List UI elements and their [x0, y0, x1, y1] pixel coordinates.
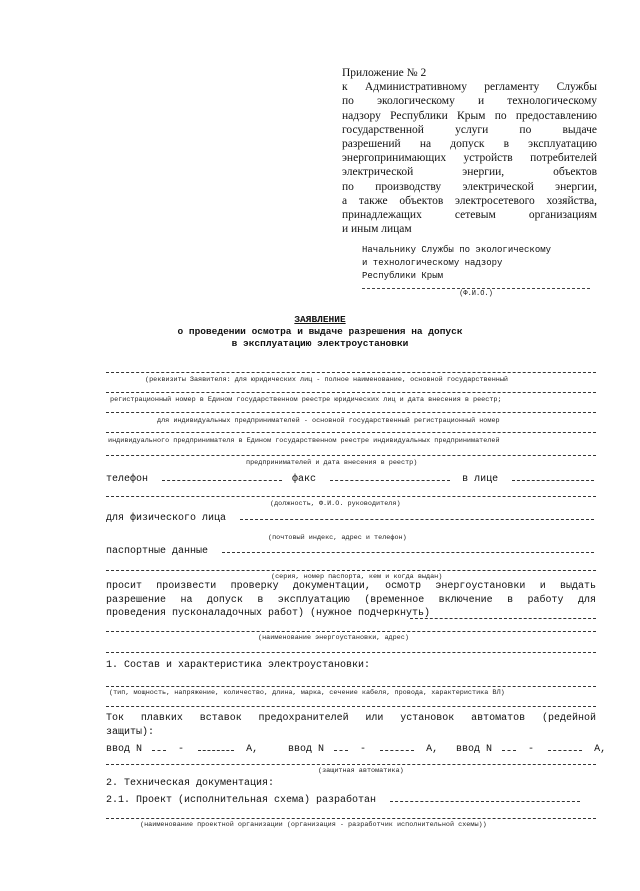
- input-number-field[interactable]: [152, 741, 166, 751]
- person-field[interactable]: [512, 471, 594, 481]
- current-field[interactable]: [198, 741, 234, 751]
- protection-field[interactable]: [106, 764, 596, 765]
- current-field[interactable]: [380, 741, 414, 751]
- title-heading: ЗАЯВЛЕНИЕ: [294, 314, 346, 325]
- equipment-field[interactable]: [106, 686, 596, 687]
- appendix-line: электрической энергии, объектов: [342, 166, 597, 179]
- request-line: разрешение на допуск в эксплуатацию (временное включение в работу для: [106, 594, 596, 606]
- appendix-line: к Административному регламенту Службы: [342, 81, 597, 94]
- appendix-line: энергопринимающих устройств потребителей: [342, 152, 597, 165]
- section-1-heading: 1. Состав и характеристика электроустановки:: [106, 660, 371, 671]
- passport-field-2[interactable]: [106, 570, 596, 571]
- appendix-line: по экологическому и технологическому: [342, 95, 597, 108]
- request-paragraph: [106, 580, 596, 621]
- designer-field-2[interactable]: [106, 818, 596, 819]
- passport-row: [106, 543, 594, 557]
- equipment-field-2[interactable]: [106, 706, 596, 707]
- fio-caption: (Ф.И.О.): [459, 290, 493, 298]
- phone-label: телефон: [106, 474, 149, 485]
- requisites-caption: регистрационный номер в Едином государственном реестре юридических лиц и дата внесения в реестр;: [110, 396, 502, 404]
- protection-caption: (защитная автоматика): [318, 767, 404, 775]
- requisites-caption: индивидуального предпринимателя в Едином государственном реестре индивидуальных предпринимателей: [108, 437, 500, 445]
- designer-field[interactable]: [390, 792, 580, 802]
- addressee-line: Начальнику Службы по экологическому: [362, 245, 552, 255]
- input-label: ввод N: [106, 744, 143, 755]
- input-1: [106, 741, 258, 755]
- request-field[interactable]: [410, 618, 596, 619]
- document-title: [100, 314, 540, 350]
- postal-caption: (почтовый индекс, адрес и телефон): [268, 534, 407, 542]
- fax-field[interactable]: [330, 471, 450, 481]
- phone-field[interactable]: [162, 471, 282, 481]
- designer-caption: (наименование проектной организации (организация - разработчик исполнительной схемы)): [140, 821, 487, 829]
- section-2-1-row: [106, 792, 580, 806]
- current-field[interactable]: [548, 741, 582, 751]
- appendix-line: разрешений на допуск в эксплуатацию: [342, 138, 597, 151]
- amp-label: А,: [594, 744, 607, 755]
- appendix-line: Приложение № 2: [342, 67, 427, 79]
- applicant-field[interactable]: [106, 392, 596, 393]
- input-label: ввод N: [288, 744, 325, 755]
- appendix-line: по производству электрической энергии,: [342, 180, 597, 193]
- requisites-caption: для индивидуальных предпринимателей - основной государственный регистрационный номер: [157, 417, 500, 425]
- section-2-1-label: 2.1. Проект (исполнительная схема) разработан: [106, 795, 377, 806]
- input-2: [288, 741, 438, 755]
- input-number-field[interactable]: [334, 741, 348, 751]
- individual-label: для физического лица: [106, 513, 227, 524]
- position-caption: (должность, Ф.И.О. руководителя): [270, 500, 401, 508]
- installation-field[interactable]: [106, 631, 596, 632]
- appendix-line: принадлежащих сетевым организациям: [342, 209, 597, 222]
- fuse-paragraph: [106, 712, 596, 739]
- request-line: проведения пусконаладочных работ) (нужное подчеркнуть): [106, 608, 431, 619]
- section-2-heading: 2. Техническая документация:: [106, 778, 275, 789]
- fio-field[interactable]: [362, 287, 590, 289]
- requisites-caption: (реквизиты Заявителя: для юридических лиц - полное наименование, основной государственный: [145, 376, 509, 384]
- requisites-caption: предпринимателей и дата внесения в реестр): [246, 459, 418, 467]
- amp-label: А,: [426, 744, 439, 755]
- title-line: в эксплуатацию электроустановки: [231, 338, 409, 349]
- passport-field[interactable]: [222, 543, 594, 553]
- applicant-field[interactable]: [106, 372, 596, 373]
- person-label: в лице: [462, 474, 499, 485]
- applicant-field[interactable]: [106, 432, 596, 433]
- appendix-block: [342, 66, 597, 236]
- fuse-line: Ток плавких вставок предохранителей или установок автоматов (редейной: [106, 713, 596, 724]
- passport-label: паспортные данные: [106, 546, 209, 557]
- individual-row: [106, 510, 594, 524]
- appendix-line: государственной услуги по выдаче: [342, 123, 597, 136]
- dash: -: [528, 744, 535, 755]
- fax-label: факс: [292, 474, 317, 485]
- applicant-field[interactable]: [106, 412, 596, 413]
- amp-label: А,: [246, 744, 259, 755]
- addressee-line: Республики Крым: [362, 271, 444, 281]
- fuse-line: защиты):: [106, 726, 155, 738]
- appendix-line: и иным лицам: [342, 223, 412, 236]
- applicant-field[interactable]: [106, 455, 596, 456]
- addressee-line: и технологическому надзору: [362, 258, 503, 268]
- addressee-block: [362, 244, 602, 283]
- input-number-field[interactable]: [502, 741, 516, 751]
- dash: -: [178, 744, 185, 755]
- input-label: ввод N: [456, 744, 493, 755]
- request-line: просит произвести проверку документации, осмотр энергоустановки и выдать: [106, 581, 596, 592]
- contact-row: [106, 471, 594, 485]
- passport-caption: (серия, номер паспорта, кем и когда выдан): [271, 573, 443, 581]
- position-field[interactable]: [106, 496, 596, 497]
- title-line: о проведении осмотра и выдаче разрешения на допуск: [177, 326, 463, 337]
- appendix-line: надзору Республики Крым по предоставлению: [342, 109, 597, 122]
- appendix-line: а также объектов электросетевого хозяйства,: [342, 194, 597, 207]
- input-3: [456, 741, 606, 755]
- installation-caption: (наименование энергоустановки, адрес): [258, 634, 409, 642]
- dash: -: [360, 744, 367, 755]
- equipment-caption: (тип, мощность, напряжение, количество, длина, марка, сечение кабеля, провода, характеристика ВЛ): [109, 689, 505, 697]
- installation-field-2[interactable]: [106, 652, 596, 653]
- individual-field[interactable]: [240, 510, 594, 520]
